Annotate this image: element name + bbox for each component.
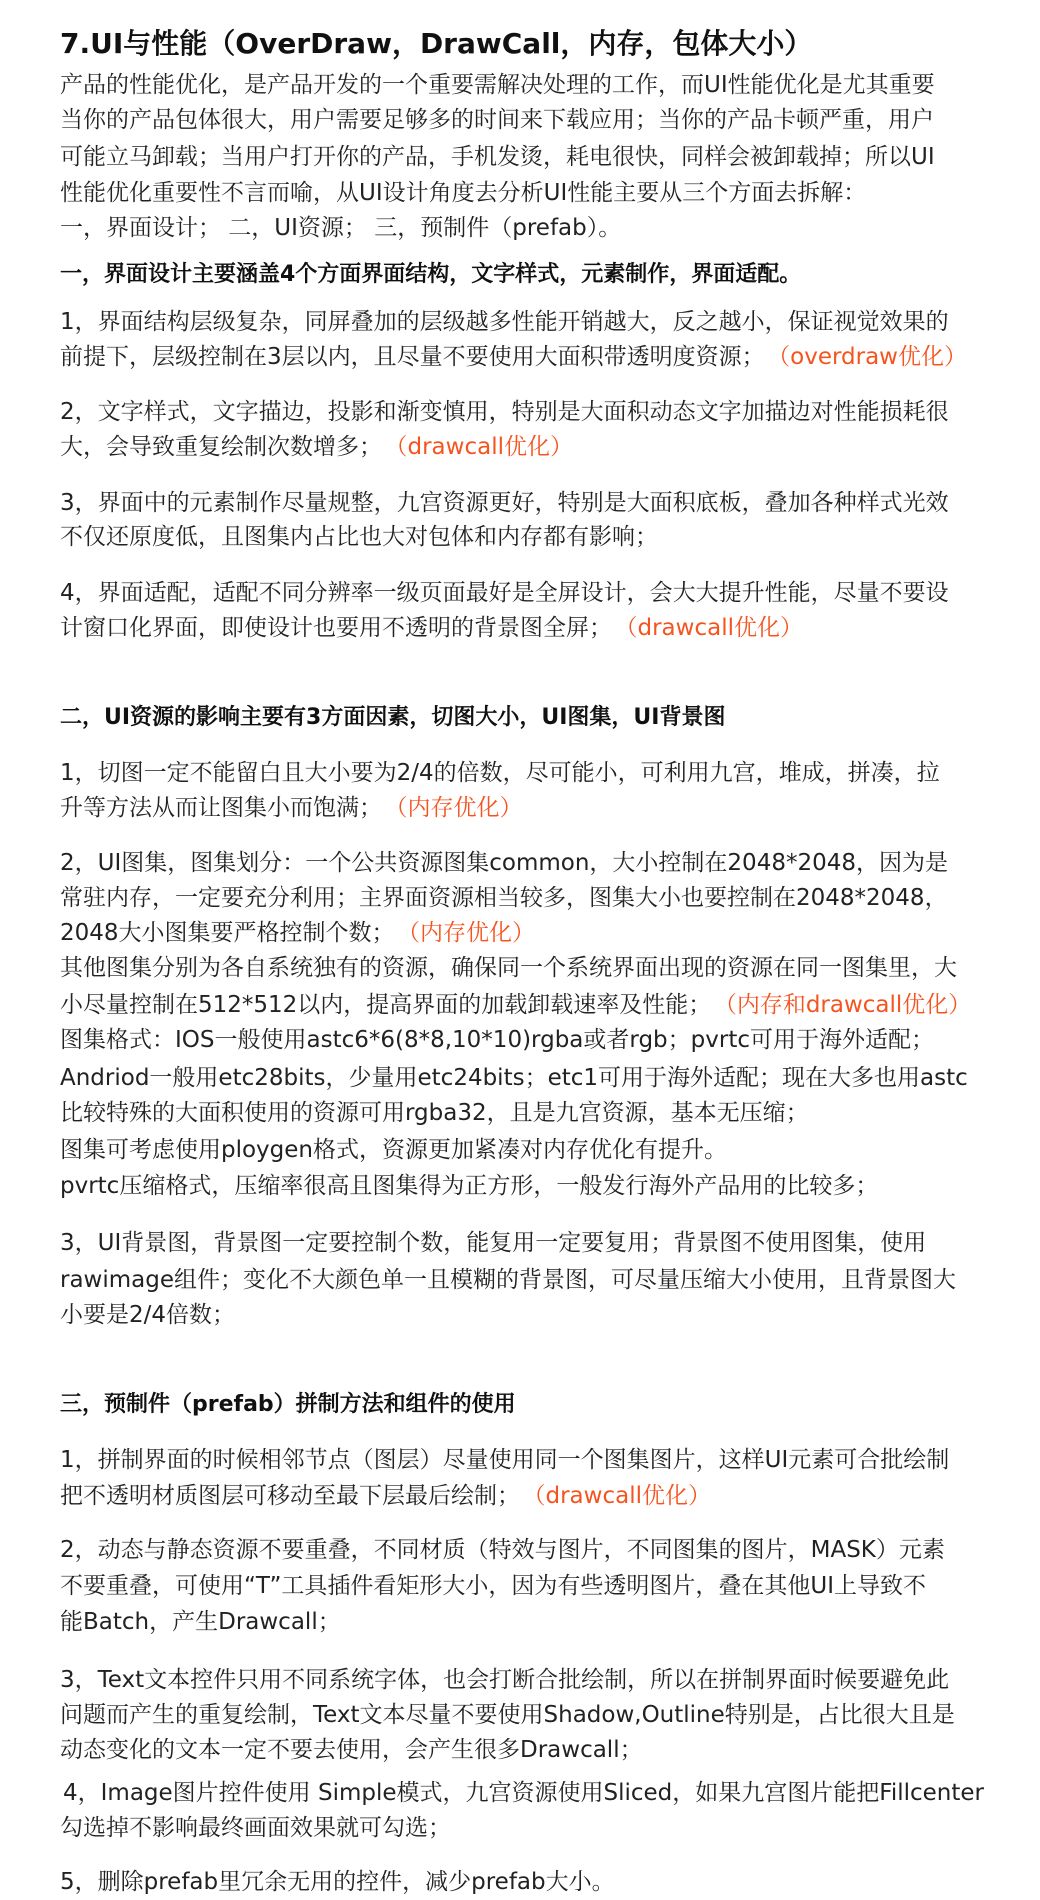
line-text: 大，会导致重复绘制次数增多；: [60, 434, 382, 460]
optimization-tag: （overdraw优化）: [778, 344, 967, 370]
line-text: 小要是2/4倍数；: [60, 1302, 236, 1328]
section2-item2-line: [60, 915, 535, 951]
line-text: 不要重叠，可使用“T”工具插件看矩形大小，因为有些透明图片，叠在其他UI上导致不: [60, 1573, 926, 1599]
line-text: 升等方法从而让图集小而饱满；: [60, 795, 382, 821]
section3-item2-line: [60, 1568, 926, 1604]
section1-item1-line: [60, 304, 949, 340]
line-text: 2048大小图集要严格控制个数；: [60, 920, 395, 946]
optimization-tag: （drawcall优化）: [626, 615, 803, 641]
section3-item4-line: [63, 1775, 984, 1811]
intro-line: 一，界面设计； 二，UI资源； 三，预制件（prefab）。: [60, 215, 622, 241]
section2-item3-line: [60, 1297, 235, 1333]
optimization-tag: （内存优化）: [396, 795, 523, 821]
section2-item2-line: [60, 1095, 809, 1131]
line-text: 2，文字样式，文字描边，投影和渐变慎用，特别是大面积动态文字加描边对性能损耗很: [60, 399, 949, 425]
section3-item1-line: [60, 1442, 949, 1478]
line-text: Andriod一般用etc28bits，少量用etc24bits；etc1可用于海外适配；现在大多也用astc: [60, 1065, 968, 1091]
section3-item3-line: [60, 1697, 955, 1733]
section2-item3-line: [60, 1262, 956, 1298]
intro-line: 当你的产品包体很大，用户需要足够多的时间来下载应用；当你的产品卡顿严重，用户: [60, 107, 934, 133]
line-text: 计窗口化界面，即使设计也要用不透明的背景图全屏；: [60, 615, 612, 641]
line-text: 4，Image图片控件使用 Simple模式，九宫资源使用Sliced，如果九宫图片能把Fillcenter: [63, 1780, 985, 1806]
section3-item4-line: [60, 1810, 451, 1846]
line-text: rawimage组件；变化不大颜色单一且模糊的背景图，可尽量压缩大小使用，且背景图大: [60, 1267, 957, 1293]
line-text: 把不透明材质图层可移动至最下层最后绘制；: [60, 1483, 520, 1509]
section2-item2-line: [60, 1022, 934, 1058]
section1-item2-line: [60, 429, 573, 465]
optimization-tag: （内存优化）: [408, 920, 536, 946]
line-text: 1，界面结构层级复杂，同屏叠加的层级越多性能开销越大，反之越小，保证视觉效果的: [60, 309, 949, 335]
line-text: 4，界面适配，适配不同分辨率一级页面最好是全屏设计，会大大提升性能，尽量不要设: [60, 580, 949, 606]
line-text: pvrtc压缩格式，压缩率很高且图集得为正方形，一般发行海外产品用的比较多；: [60, 1173, 879, 1199]
line-text: 能Batch，产生Drawcall；: [60, 1609, 341, 1635]
line-text: 3，Text文本控件只用不同系统字体，也会打断合批绘制，所以在拼制界面时候要避免此: [60, 1667, 950, 1693]
section2-item2-line: [60, 1132, 727, 1168]
line-text: 勾选掉不影响最终画面效果就可勾选；: [60, 1815, 451, 1841]
section3-item3-line: [60, 1732, 643, 1768]
intro-line: 性能优化重要性不言而喻，从UI设计角度去分析UI性能主要从三个方面去拆解：: [60, 180, 867, 206]
line-text: 前提下，层级控制在3层以内，且尽量不要使用大面积带透明度资源；: [60, 344, 765, 370]
section2-item2-line: [60, 950, 957, 986]
line-text: 常驻内存，一定要充分利用；主界面资源相当较多，图集大小也要控制在2048*2048，: [60, 885, 948, 911]
line-text: 2，UI图集，图集划分：一个公共资源图集common，大小控制在2048*2048，因为是: [60, 850, 948, 876]
section2-item2-line: [60, 880, 948, 916]
line-text: 1，切图一定不能留白且大小要为2/4的倍数，尽可能小，可利用九宫，堆成，拼凑，拉: [60, 760, 940, 786]
section-heading-ui-resources: 二，UI资源的影响主要有3方面因素，切图大小，UI图集，UI背景图: [60, 705, 726, 730]
line-text: 其他图集分别为各自系统独有的资源，确保同一个系统界面出现的资源在同一图集里，大: [60, 955, 957, 981]
optimization-tag: （drawcall优化）: [534, 1483, 711, 1509]
section1-item4-line: [60, 610, 803, 646]
line-text: 3，界面中的元素制作尽量规整，九宫资源更好，特别是大面积底板，叠加各种样式光效: [60, 490, 949, 516]
line-text: 图集可考虑使用ploygen格式，资源更加紧凑对内存优化有提升。: [60, 1137, 727, 1163]
section1-item2-line: [60, 394, 949, 430]
line-text: 3，UI背景图，背景图一定要控制个数，能复用一定要复用；背景图不使用图集，使用: [60, 1230, 927, 1256]
section3-item2-line: [60, 1604, 341, 1640]
optimization-tag: （drawcall优化）: [396, 434, 573, 460]
section2-item2-line: [60, 1168, 878, 1204]
section3-item2-line: [60, 1532, 945, 1568]
section3-item5-line: [60, 1864, 615, 1900]
section2-item1-line: [60, 790, 523, 826]
section2-item2-line: [60, 1060, 968, 1096]
section-heading-interface-design: 一，界面设计主要涵盖4个方面界面结构，文字样式，元素制作，界面适配。: [60, 262, 802, 287]
section1-item3-line: [60, 485, 949, 521]
section3-item1-line: [60, 1478, 711, 1514]
line-text: 比较特殊的大面积使用的资源可用rgba32，且是九宫资源，基本无压缩；: [60, 1100, 809, 1126]
line-text: 小尽量控制在512*512以内，提高界面的加载卸载速率及性能；: [60, 992, 712, 1018]
section1-item4-line: [60, 575, 949, 611]
line-text: 1，拼制界面的时候相邻节点（图层）尽量使用同一个图集图片，这样UI元素可合批绘制: [60, 1447, 950, 1473]
section1-item1-line: [60, 339, 967, 375]
line-text: 问题而产生的重复绘制，Text文本尽量不要使用Shadow,Outline特别是，占比很大且是: [60, 1702, 955, 1728]
line-text: 不仅还原度低，且图集内占比也大对包体和内存都有影响；: [60, 524, 658, 550]
section2-item2-line: [60, 845, 948, 881]
section3-item3-line: [60, 1662, 949, 1698]
section2-item1-line: [60, 755, 940, 791]
page-title: 7.UI与性能（OverDraw，DrawCall，内存，包体大小）: [60, 27, 813, 60]
section1-item3-line: [60, 519, 658, 555]
line-text: 图集格式：IOS一般使用astc6*6(8*8,10*10)rgba或者rgb；pvrtc可用于海外适配；: [60, 1027, 934, 1053]
intro-line: 产品的性能优化，是产品开发的一个重要需解决处理的工作，而UI性能优化是尤其重要: [60, 72, 935, 98]
section2-item2-line: [60, 987, 971, 1023]
section2-item3-line: [60, 1225, 926, 1261]
line-text: 动态变化的文本一定不要去使用，会产生很多Drawcall；: [60, 1737, 643, 1763]
section-heading-prefab: 三，预制件（prefab）拼制方法和组件的使用: [60, 1392, 516, 1417]
optimization-tag: （内存和drawcall优化）: [725, 992, 972, 1018]
line-text: 5，删除prefab里冗余无用的控件，减少prefab大小。: [60, 1869, 615, 1895]
intro-line: 可能立马卸载；当用户打开你的产品，手机发烫，耗电很快，同样会被卸载掉；所以UI: [60, 144, 935, 170]
line-text: 2，动态与静态资源不要重叠，不同材质（特效与图片，不同图集的图片，MASK）元素: [60, 1537, 945, 1563]
